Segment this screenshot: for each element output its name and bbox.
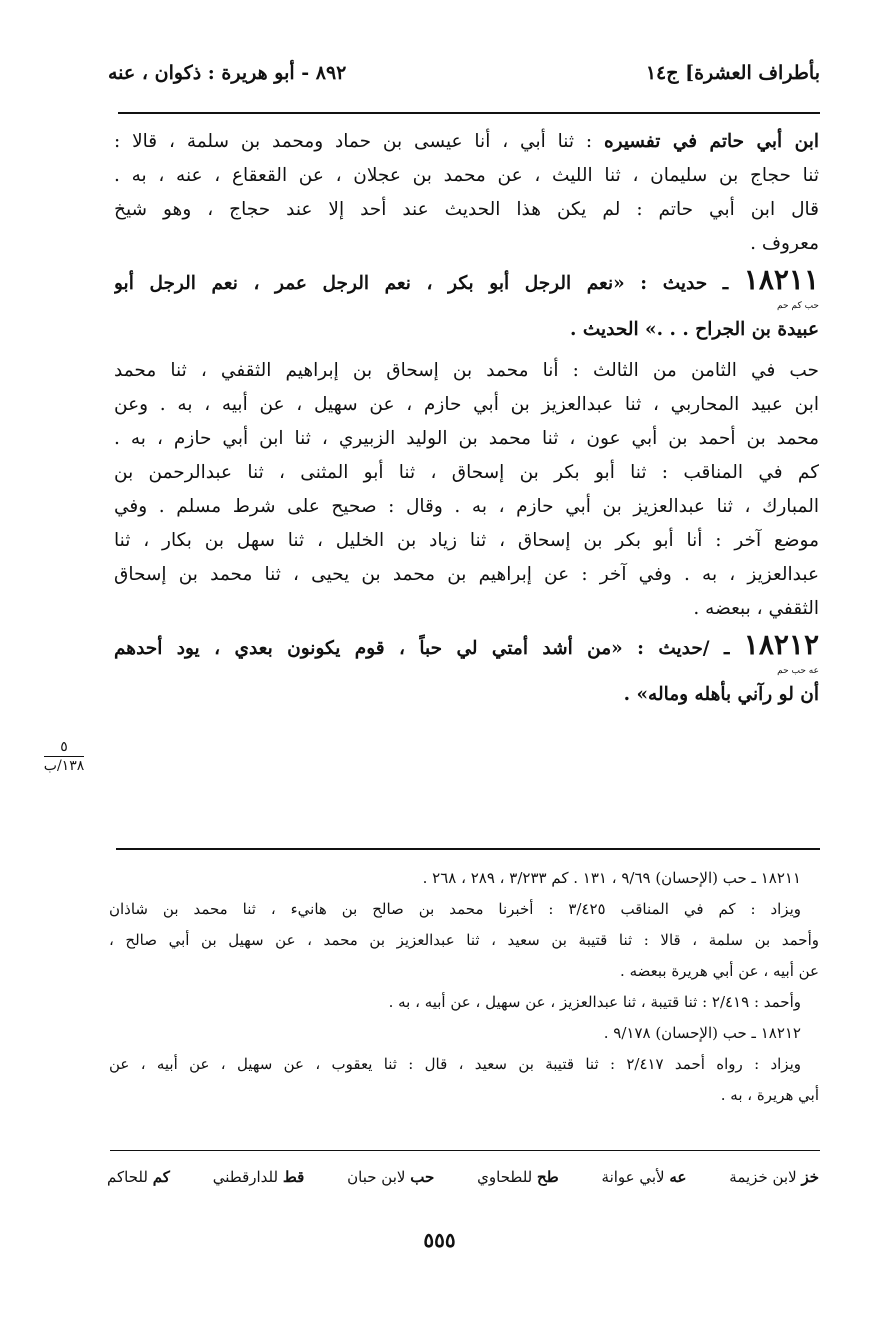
text-line: حب في الثامن من الثالث : أنا محمد بن إسحاق بن إبراهيم الثقفي ، ثنا محمد bbox=[114, 360, 819, 381]
folio-line-number: ٥ bbox=[44, 738, 84, 757]
hadith-text: ـ /حديث : «من أشد أمتي لي حباً ، قوم يكونون بعدي ، يود أحدهم bbox=[114, 638, 730, 659]
hadith-text-cont: أن لو رآني بأهله وماله» . bbox=[623, 684, 819, 705]
hadith-number: ١٨٢١١ bbox=[743, 263, 819, 296]
legend-item: حب لابن حبان bbox=[347, 1168, 435, 1186]
source-codes: حب كم حم bbox=[777, 301, 819, 311]
footnote-line: عن أبيه ، عن أبي هريرة ببعضه . bbox=[620, 962, 819, 980]
legend-item: كم للحاكم bbox=[107, 1168, 170, 1186]
hadith-heading bbox=[114, 261, 819, 299]
text-line: ابن عبيد المحاربي ، ثنا عبدالعزيز بن أبي حازم ، عن سهيل ، عن أبيه ، به . وعن bbox=[114, 394, 819, 415]
text-line: معروف . bbox=[750, 233, 819, 254]
text-line: ثنا حجاج بن سليمان ، ثنا الليث ، عن محمد بن عجلان ، عن القعقاع ، عنه ، به . bbox=[114, 165, 819, 186]
hadith-text-cont: عبيدة بن الجراح . . .» الحديث . bbox=[569, 319, 819, 340]
footnote-line: أبي هريرة ، به . bbox=[720, 1086, 819, 1104]
footnote-line: ويزاد : رواه أحمد ٢/٤١٧ : ثنا قتيبة بن سعيد ، قال : ثنا يعقوب ، عن سهيل ، عن أبيه ، عن bbox=[109, 1055, 801, 1073]
legend-item: عه لأبي عوانة bbox=[601, 1168, 687, 1186]
text-line: موضع آخر : أنا أبو بكر بن إسحاق ، ثنا زياد بن الخليل ، ثنا سهل بن بكار ، ثنا bbox=[114, 530, 819, 551]
manuscript-folio-note bbox=[36, 738, 92, 775]
header-rule bbox=[118, 112, 820, 114]
book-title: بأطراف العشرة] ج١٤ bbox=[645, 62, 820, 84]
text-line: محمد بن أحمد بن أبي عون ، ثنا محمد بن الوليد الزبيري ، ثنا ابن أبي حازم ، به . bbox=[114, 428, 819, 449]
text-line: كم في المناقب : ثنا أبو بكر بن إسحاق ، ثنا أبو المثنى ، ثنا عبدالرحمن بن bbox=[114, 462, 819, 483]
page-number: ٥٥٥ bbox=[423, 1228, 456, 1252]
footnote-line: ١٨٢١٢ ـ حب (الإحسان) ٩/١٧٨ . bbox=[603, 1024, 801, 1042]
text-line: قال ابن أبي حاتم : لم يكن هذا الحديث عند أحد إلا عند حجاج ، وهو شيخ bbox=[114, 199, 819, 220]
legend-rule bbox=[110, 1150, 820, 1151]
hadith-heading bbox=[114, 626, 819, 664]
section-title: ٨٩٢ - أبو هريرة : ذكوان ، عنه bbox=[108, 62, 347, 84]
footnote-line: وأحمد : ٢/٤١٩ : ثنا قتيبة ، ثنا عبدالعزيز ، عن سهيل ، عن أبيه ، به . bbox=[388, 993, 801, 1011]
footnote-rule bbox=[116, 848, 820, 850]
footnote-line: ١٨٢١١ ـ حب (الإحسان) ٩/٦٩ ، ١٣١ . كم ٣/٢٣٣ ، ٢٨٩ ، ٢٦٨ . bbox=[422, 869, 801, 887]
footnote-line: وأحمد بن سلمة ، قالا : ثنا قتيبة بن سعيد ، ثنا عبدالعزيز بن محمد ، عن سهيل بن أبي صالح ، bbox=[109, 931, 819, 949]
spacer bbox=[114, 347, 819, 354]
hadith-number: ١٨٢١٢ bbox=[743, 628, 819, 661]
legend-item: طح للطحاوي bbox=[477, 1168, 559, 1186]
hadith-text: ـ حديث : «نعم الرجل أبو بكر ، نعم الرجل عمر ، نعم الرجل أبو bbox=[114, 273, 729, 294]
bold-source-name: ابن أبي حاتم في تفسيره bbox=[603, 131, 819, 152]
folio-reference: ١٣٨/ب bbox=[43, 758, 85, 774]
main-text bbox=[114, 125, 819, 712]
footnotes bbox=[109, 863, 819, 1111]
legend-item: خز لابن خزيمة bbox=[729, 1168, 819, 1186]
text-line: الثقفي ، ببعضه . bbox=[693, 598, 819, 619]
text-line: عبدالعزيز ، به . وفي آخر : عن إبراهيم بن محمد بن يحيى ، ثنا محمد بن إسحاق bbox=[114, 564, 819, 585]
text-line: المبارك ، ثنا عبدالعزيز بن أبي حازم ، به . وقال : صحيح على شرط مسلم . وفي bbox=[114, 496, 819, 517]
legend-item: قط للدارقطني bbox=[212, 1168, 305, 1186]
footnote-line: ويزاد : كم في المناقب ٣/٤٢٥ : أخبرنا محمد بن صالح بن هانيء ، ثنا محمد بن شاذان bbox=[109, 900, 802, 918]
text-line bbox=[114, 125, 819, 159]
abbreviation-legend bbox=[107, 1168, 819, 1186]
source-codes: عه حب حم bbox=[777, 666, 819, 676]
text-line-rest: : ثنا أبي ، أنا عيسى بن حماد ومحمد بن سلمة ، قالا : bbox=[114, 131, 604, 152]
running-header bbox=[108, 50, 820, 90]
